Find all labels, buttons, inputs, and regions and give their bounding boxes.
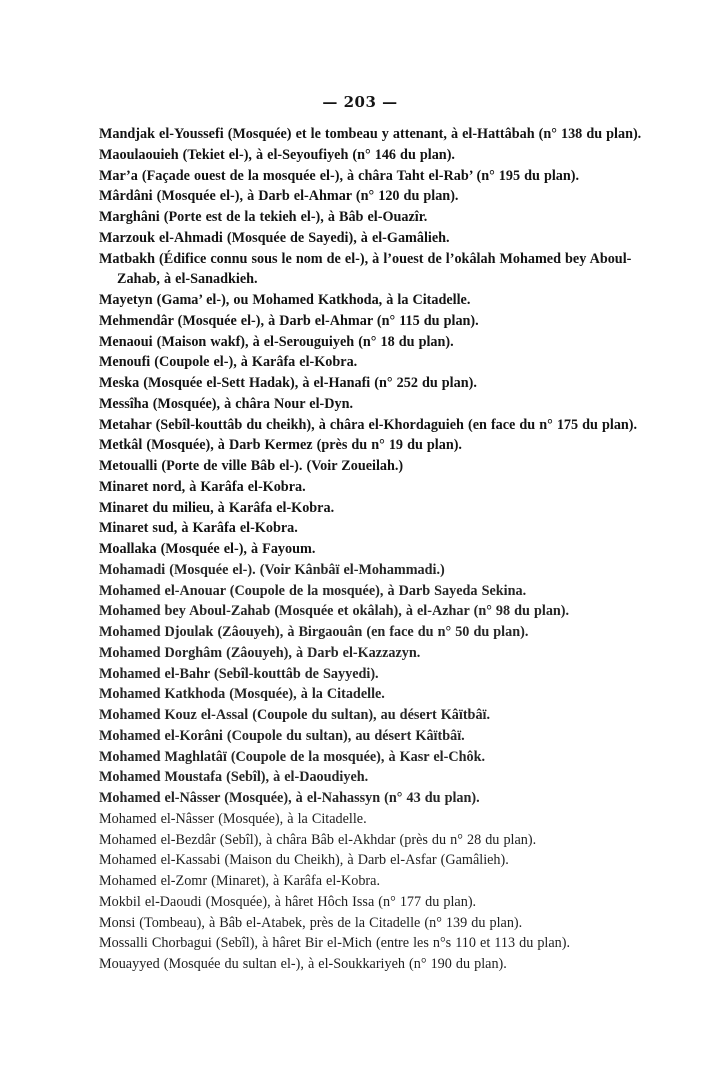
index-entry: Mayetyn (Gama’ el-), ou Mohamed Katkhoda, à la Citadelle. bbox=[99, 292, 471, 308]
index-entry: Mohamed el-Nâsser (Mosquée), à la Citadelle. bbox=[99, 810, 367, 827]
index-entry: Marzouk el-Ahmadi (Mosquée de Sayedi), à el-Gamâlieh. bbox=[99, 229, 450, 246]
index-entry: Minaret sud, à Karâfa el-Kobra. bbox=[99, 520, 298, 537]
index-entry: Mossalli Chorbagui (Sebîl), à hâret Bir el-Mich (entre les n°s 110 et 113 du plan). bbox=[99, 935, 571, 952]
index-entry: Maoulaouieh (Tekiet el-), à el-Seyoufiyeh (n° 146 du plan). bbox=[99, 146, 455, 163]
index-entry: Mohamed el-Nâsser (Mosquée), à el-Nahassyn (n° 43 du plan). bbox=[99, 790, 480, 806]
index-entry: Metoualli (Porte de ville Bâb el-). (Voir Zoueilah.) bbox=[99, 458, 404, 474]
index-entry: Mohamed Katkhoda (Mosquée), à la Citadelle. bbox=[99, 686, 385, 703]
index-entry: Messîha (Mosquée), à châra Nour el-Dyn. bbox=[99, 395, 354, 412]
index-entry: Marghâni (Porte est de la tekieh el-), à Bâb el-Ouazîr. bbox=[99, 209, 428, 225]
index-entry: Meska (Mosquée el-Sett Hadak), à el-Hanafi (n° 252 du plan). bbox=[99, 375, 477, 391]
index-entry: Mohamed Kouz el-Assal (Coupole du sultan), au désert Kâïtbâï. bbox=[99, 707, 491, 723]
index-entry: Mohamed Moustafa (Sebîl), à el-Daoudiyeh. bbox=[99, 769, 369, 786]
index-entry: Mohamed Djoulak (Zâouyeh), à Birgaouân (en face du n° 50 du plan). bbox=[99, 624, 529, 640]
index-entry: Moallaka (Mosquée el-), à Fayoum. bbox=[99, 541, 316, 557]
index-entry: Monsi (Tombeau), à Bâb el-Atabek, près de la Citadelle (n° 139 du plan). bbox=[99, 914, 523, 931]
index-entry: Mohamed el-Bahr (Sebîl-kouttâb de Sayyedi). bbox=[99, 665, 379, 682]
index-entry: Mohamed el-Kassabi (Maison du Cheikh), à Darb el-Asfar (Gamâlieh). bbox=[99, 852, 509, 869]
index-entry: Metkâl (Mosquée), à Darb Kermez (près du n° 19 du plan). bbox=[99, 437, 462, 454]
index-entry-list bbox=[99, 124, 644, 975]
index-entry: Mouayyed (Mosquée du sultan el-), à el-Soukkariyeh (n° 190 du plan). bbox=[99, 956, 507, 972]
page-number: — 203 — bbox=[322, 93, 398, 111]
index-entry: Mandjak el-Youssefi (Mosquée) et le tombeau y attenant, à el-Hattâbah (n° 138 du plan). bbox=[99, 126, 642, 142]
index-entry: Mohamed el-Zomr (Minaret), à Karâfa el-Kobra. bbox=[99, 873, 380, 889]
index-entry: Mehmendâr (Mosquée el-), à Darb el-Ahmar (n° 115 du plan). bbox=[99, 312, 479, 329]
index-entry: Minaret du milieu, à Karâfa el-Kobra. bbox=[99, 499, 335, 516]
index-entry: Mohamed Maghlatâï (Coupole de la mosquée), à Kasr el-Chôk. bbox=[99, 748, 486, 765]
index-entry: Metahar (Sebîl-kouttâb du cheikh), à châra el-Khordaguieh (en face du n° 175 du plan). bbox=[99, 416, 638, 433]
index-entry: Matbakh (Édifice connu sous le nom de el-), à l’ouest de l’okâlah Mohamed bey Aboul-Zahab, à el-Sanadkieh. bbox=[99, 250, 632, 288]
index-entry: Mârdâni (Mosquée el-), à Darb el-Ahmar (n° 120 du plan). bbox=[99, 188, 459, 205]
index-entry: Mohamadi (Mosquée el-). (Voir Kânbâï el-Mohammadi.) bbox=[99, 561, 445, 578]
index-entry: Mar’a (Façade ouest de la mosquée el-), à châra Taht el-Rab’ (n° 195 du plan). bbox=[99, 167, 580, 184]
index-entry: Mohamed el-Anouar (Coupole de la mosquée), à Darb Sayeda Sekina. bbox=[99, 582, 527, 599]
index-entry: Minaret nord, à Karâfa el-Kobra. bbox=[99, 478, 306, 495]
index-entry: Mohamed bey Aboul-Zahab (Mosquée et okâlah), à el-Azhar (n° 98 du plan). bbox=[99, 603, 570, 620]
index-entry: Menaoui (Maison wakf), à el-Serouguiyeh (n° 18 du plan). bbox=[99, 333, 454, 350]
index-entry: Mohamed el-Bezdâr (Sebîl), à châra Bâb el-Akhdar (près du n° 28 du plan). bbox=[99, 831, 537, 848]
index-entry: Menoufi (Coupole el-), à Karâfa el-Kobra. bbox=[99, 354, 358, 371]
index-entry: Mohamed el-Korâni (Coupole du sultan), au désert Kâïtbâï. bbox=[99, 727, 465, 744]
index-entry: Mokbil el-Daoudi (Mosquée), à hâret Hôch Issa (n° 177 du plan). bbox=[99, 893, 477, 910]
index-entry: Mohamed Dorghâm (Zâouyeh), à Darb el-Kazzazyn. bbox=[99, 644, 421, 661]
